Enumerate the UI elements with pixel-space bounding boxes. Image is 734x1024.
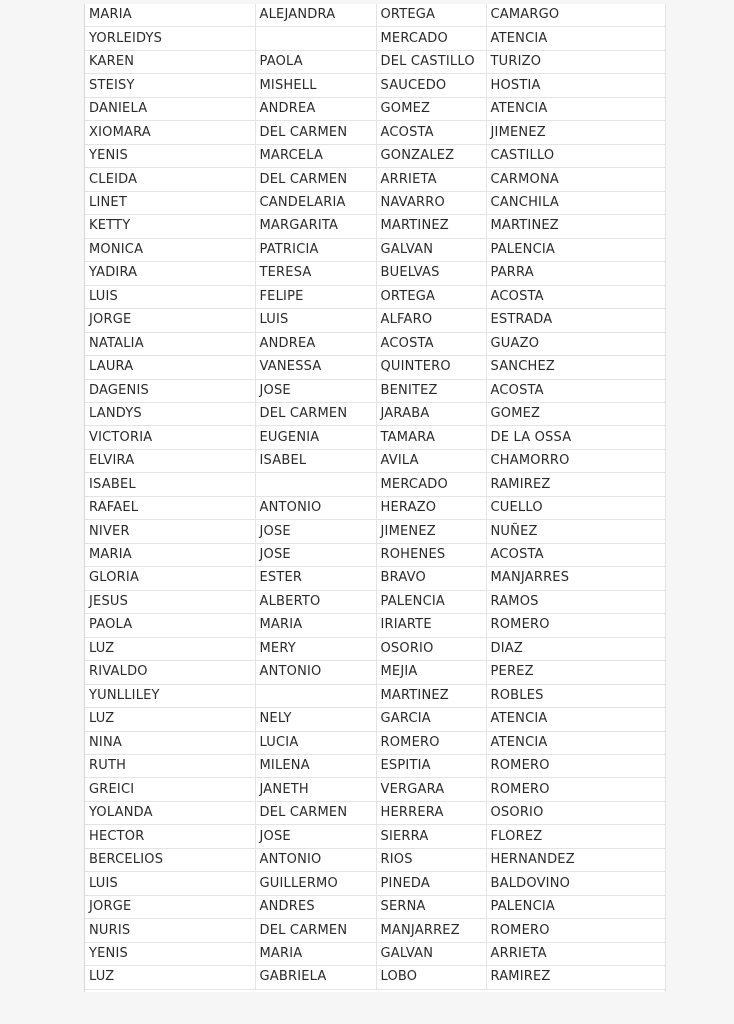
second-surname-cell: JIMENEZ <box>486 121 665 144</box>
first-surname-cell: GOMEZ <box>376 97 486 120</box>
second-surname-cell: NUÑEZ <box>486 520 665 543</box>
first-surname-cell: ROHENES <box>376 543 486 566</box>
first-name-cell: HECTOR <box>85 825 255 848</box>
middle-name-cell: MARIA <box>255 614 376 637</box>
first-name-cell: LINET <box>85 191 255 214</box>
first-surname-cell: ACOSTA <box>376 121 486 144</box>
second-surname-cell: CANCHILA <box>486 191 665 214</box>
first-name-cell: JESUS <box>85 590 255 613</box>
first-name-cell: STEISY <box>85 74 255 97</box>
second-surname-cell: ATENCIA <box>486 97 665 120</box>
second-surname-cell: ARRIETA <box>486 942 665 965</box>
first-name-cell: MONICA <box>85 238 255 261</box>
first-surname-cell: SERNA <box>376 895 486 918</box>
first-name-cell: BERCELIOS <box>85 848 255 871</box>
first-name-cell: RUTH <box>85 755 255 778</box>
table-row <box>85 215 665 238</box>
second-surname-cell: RAMOS <box>486 590 665 613</box>
middle-name-cell: ANDREA <box>255 332 376 355</box>
middle-name-cell: JANETH <box>255 778 376 801</box>
middle-name-cell: CANDELARIA <box>255 191 376 214</box>
table-row <box>85 97 665 120</box>
first-name-cell: YOLANDA <box>85 801 255 824</box>
second-surname-cell: ROMERO <box>486 614 665 637</box>
first-surname-cell: ACOSTA <box>376 332 486 355</box>
table-row <box>85 684 665 707</box>
table-row <box>85 872 665 895</box>
middle-name-cell: JOSE <box>255 825 376 848</box>
second-surname-cell: PALENCIA <box>486 238 665 261</box>
first-surname-cell: BENITEZ <box>376 379 486 402</box>
first-surname-cell: VERGARA <box>376 778 486 801</box>
first-name-cell: ISABEL <box>85 473 255 496</box>
table-row <box>85 332 665 355</box>
second-surname-cell: RAMIREZ <box>486 966 665 989</box>
second-surname-cell: ACOSTA <box>486 379 665 402</box>
first-name-cell: LANDYS <box>85 402 255 425</box>
second-surname-cell: PEREZ <box>486 661 665 684</box>
table-row <box>85 637 665 660</box>
second-surname-cell: DE LA OSSA <box>486 426 665 449</box>
table-row <box>85 801 665 824</box>
first-surname-cell: MERCADO <box>376 27 486 50</box>
middle-name-cell: LUIS <box>255 309 376 332</box>
first-name-cell: KAREN <box>85 50 255 73</box>
table-row <box>85 543 665 566</box>
table-row <box>85 966 665 989</box>
second-surname-cell: PARRA <box>486 262 665 285</box>
middle-name-cell: TERESA <box>255 262 376 285</box>
first-surname-cell: NAVARRO <box>376 191 486 214</box>
first-surname-cell: LOBO <box>376 966 486 989</box>
first-surname-cell: ARRIETA <box>376 168 486 191</box>
middle-name-cell: DEL CARMEN <box>255 402 376 425</box>
table-row <box>85 426 665 449</box>
table-row <box>85 731 665 754</box>
table-row <box>85 661 665 684</box>
first-name-cell: LUIS <box>85 285 255 308</box>
middle-name-cell <box>255 684 376 707</box>
first-surname-cell: GALVAN <box>376 942 486 965</box>
middle-name-cell <box>255 27 376 50</box>
table-row <box>85 708 665 731</box>
first-surname-cell: QUINTERO <box>376 356 486 379</box>
middle-name-cell: MISHELL <box>255 74 376 97</box>
first-surname-cell: ESPITIA <box>376 755 486 778</box>
middle-name-cell: DEL CARMEN <box>255 121 376 144</box>
first-name-cell: NATALIA <box>85 332 255 355</box>
middle-name-cell: ANTONIO <box>255 661 376 684</box>
middle-name-cell: GABRIELA <box>255 966 376 989</box>
first-name-cell: ELVIRA <box>85 449 255 472</box>
first-name-cell: GLORIA <box>85 567 255 590</box>
first-name-cell: RIVALDO <box>85 661 255 684</box>
first-surname-cell: ROMERO <box>376 731 486 754</box>
first-name-cell: NINA <box>85 731 255 754</box>
second-surname-cell: ATENCIA <box>486 708 665 731</box>
middle-name-cell: DEL CARMEN <box>255 168 376 191</box>
first-name-cell: YADIRA <box>85 262 255 285</box>
second-surname-cell: ROMERO <box>486 778 665 801</box>
second-surname-cell: MANJARRES <box>486 567 665 590</box>
table-row <box>85 942 665 965</box>
first-name-cell: YENIS <box>85 144 255 167</box>
middle-name-cell: ALBERTO <box>255 590 376 613</box>
second-surname-cell: GUAZO <box>486 332 665 355</box>
second-surname-cell: OSORIO <box>486 801 665 824</box>
middle-name-cell: GUILLERMO <box>255 872 376 895</box>
first-surname-cell: ORTEGA <box>376 4 486 27</box>
first-name-cell: JORGE <box>85 309 255 332</box>
first-name-cell: YUNLLILEY <box>85 684 255 707</box>
second-surname-cell: ATENCIA <box>486 731 665 754</box>
middle-name-cell: DEL CARMEN <box>255 801 376 824</box>
second-surname-cell: TURIZO <box>486 50 665 73</box>
middle-name-cell: ALEJANDRA <box>255 4 376 27</box>
first-surname-cell: JARABA <box>376 402 486 425</box>
first-surname-cell: GONZALEZ <box>376 144 486 167</box>
first-surname-cell: GALVAN <box>376 238 486 261</box>
first-name-cell: LAURA <box>85 356 255 379</box>
second-surname-cell: PALENCIA <box>486 895 665 918</box>
table-row <box>85 402 665 425</box>
first-surname-cell: MERCADO <box>376 473 486 496</box>
middle-name-cell: ANTONIO <box>255 496 376 519</box>
second-surname-cell: CHAMORRO <box>486 449 665 472</box>
second-surname-cell: CARMONA <box>486 168 665 191</box>
table-row <box>85 309 665 332</box>
second-surname-cell: ROBLES <box>486 684 665 707</box>
first-name-cell: RAFAEL <box>85 496 255 519</box>
first-surname-cell: RIOS <box>376 848 486 871</box>
table-row <box>85 168 665 191</box>
second-surname-cell: ACOSTA <box>486 285 665 308</box>
second-surname-cell: SANCHEZ <box>486 356 665 379</box>
middle-name-cell: PAOLA <box>255 50 376 73</box>
table-row <box>85 895 665 918</box>
first-surname-cell: MEJIA <box>376 661 486 684</box>
middle-name-cell: JOSE <box>255 520 376 543</box>
second-surname-cell: ESTRADA <box>486 309 665 332</box>
name-list-sheet <box>84 4 666 992</box>
table-row <box>85 520 665 543</box>
first-surname-cell: BUELVAS <box>376 262 486 285</box>
first-name-cell: MARIA <box>85 4 255 27</box>
first-name-cell: NURIS <box>85 919 255 942</box>
first-name-cell: LUZ <box>85 708 255 731</box>
middle-name-cell <box>255 473 376 496</box>
table-row <box>85 848 665 871</box>
middle-name-cell: ANTONIO <box>255 848 376 871</box>
first-name-cell: YORLEIDYS <box>85 27 255 50</box>
first-surname-cell: MANJARREZ <box>376 919 486 942</box>
table-row <box>85 121 665 144</box>
first-surname-cell: SAUCEDO <box>376 74 486 97</box>
second-surname-cell: RAMIREZ <box>486 473 665 496</box>
first-surname-cell: GARCIA <box>376 708 486 731</box>
first-name-cell: DANIELA <box>85 97 255 120</box>
table-row <box>85 590 665 613</box>
second-surname-cell: ROMERO <box>486 755 665 778</box>
second-surname-cell: ACOSTA <box>486 543 665 566</box>
table-row <box>85 496 665 519</box>
first-surname-cell: ORTEGA <box>376 285 486 308</box>
first-name-cell: NIVER <box>85 520 255 543</box>
second-surname-cell: GOMEZ <box>486 402 665 425</box>
first-surname-cell: DEL CASTILLO <box>376 50 486 73</box>
table-row <box>85 191 665 214</box>
middle-name-cell: VANESSA <box>255 356 376 379</box>
first-surname-cell: MARTINEZ <box>376 684 486 707</box>
first-surname-cell: OSORIO <box>376 637 486 660</box>
first-name-cell: YENIS <box>85 942 255 965</box>
first-surname-cell: TAMARA <box>376 426 486 449</box>
first-surname-cell: SIERRA <box>376 825 486 848</box>
first-surname-cell: MARTINEZ <box>376 215 486 238</box>
names-table-body <box>85 4 665 989</box>
middle-name-cell: MARCELA <box>255 144 376 167</box>
middle-name-cell: MILENA <box>255 755 376 778</box>
table-row <box>85 238 665 261</box>
second-surname-cell: HERNANDEZ <box>486 848 665 871</box>
table-row <box>85 567 665 590</box>
first-surname-cell: BRAVO <box>376 567 486 590</box>
middle-name-cell: PATRICIA <box>255 238 376 261</box>
table-row <box>85 825 665 848</box>
second-surname-cell: CASTILLO <box>486 144 665 167</box>
first-name-cell: PAOLA <box>85 614 255 637</box>
first-name-cell: MARIA <box>85 543 255 566</box>
table-row <box>85 379 665 402</box>
middle-name-cell: ISABEL <box>255 449 376 472</box>
middle-name-cell: MERY <box>255 637 376 660</box>
first-surname-cell: PINEDA <box>376 872 486 895</box>
middle-name-cell: DEL CARMEN <box>255 919 376 942</box>
second-surname-cell: CUELLO <box>486 496 665 519</box>
first-surname-cell: AVILA <box>376 449 486 472</box>
table-row <box>85 356 665 379</box>
second-surname-cell: CAMARGO <box>486 4 665 27</box>
second-surname-cell: BALDOVINO <box>486 872 665 895</box>
table-row <box>85 919 665 942</box>
middle-name-cell: NELY <box>255 708 376 731</box>
first-name-cell: DAGENIS <box>85 379 255 402</box>
table-row <box>85 449 665 472</box>
second-surname-cell: ROMERO <box>486 919 665 942</box>
table-row <box>85 50 665 73</box>
table-row <box>85 262 665 285</box>
first-surname-cell: PALENCIA <box>376 590 486 613</box>
second-surname-cell: FLOREZ <box>486 825 665 848</box>
second-surname-cell: ATENCIA <box>486 27 665 50</box>
middle-name-cell: MARIA <box>255 942 376 965</box>
second-surname-cell: DIAZ <box>486 637 665 660</box>
table-row <box>85 74 665 97</box>
first-surname-cell: HERRERA <box>376 801 486 824</box>
second-surname-cell: MARTINEZ <box>486 215 665 238</box>
table-row <box>85 285 665 308</box>
first-surname-cell: HERAZO <box>376 496 486 519</box>
table-row <box>85 778 665 801</box>
first-surname-cell: IRIARTE <box>376 614 486 637</box>
first-name-cell: LUIS <box>85 872 255 895</box>
middle-name-cell: FELIPE <box>255 285 376 308</box>
table-row <box>85 144 665 167</box>
middle-name-cell: ESTER <box>255 567 376 590</box>
table-row <box>85 4 665 27</box>
middle-name-cell: JOSE <box>255 379 376 402</box>
table-row <box>85 473 665 496</box>
table-row <box>85 614 665 637</box>
first-name-cell: VICTORIA <box>85 426 255 449</box>
second-surname-cell: HOSTIA <box>486 74 665 97</box>
first-name-cell: KETTY <box>85 215 255 238</box>
middle-name-cell: ANDREA <box>255 97 376 120</box>
first-surname-cell: JIMENEZ <box>376 520 486 543</box>
table-row <box>85 27 665 50</box>
first-name-cell: LUZ <box>85 637 255 660</box>
first-name-cell: XIOMARA <box>85 121 255 144</box>
first-name-cell: GREICI <box>85 778 255 801</box>
table-row <box>85 755 665 778</box>
middle-name-cell: JOSE <box>255 543 376 566</box>
middle-name-cell: LUCIA <box>255 731 376 754</box>
middle-name-cell: ANDRES <box>255 895 376 918</box>
first-surname-cell: ALFARO <box>376 309 486 332</box>
first-name-cell: CLEIDA <box>85 168 255 191</box>
middle-name-cell: MARGARITA <box>255 215 376 238</box>
names-table <box>85 4 665 990</box>
first-name-cell: JORGE <box>85 895 255 918</box>
first-name-cell: LUZ <box>85 966 255 989</box>
middle-name-cell: EUGENIA <box>255 426 376 449</box>
